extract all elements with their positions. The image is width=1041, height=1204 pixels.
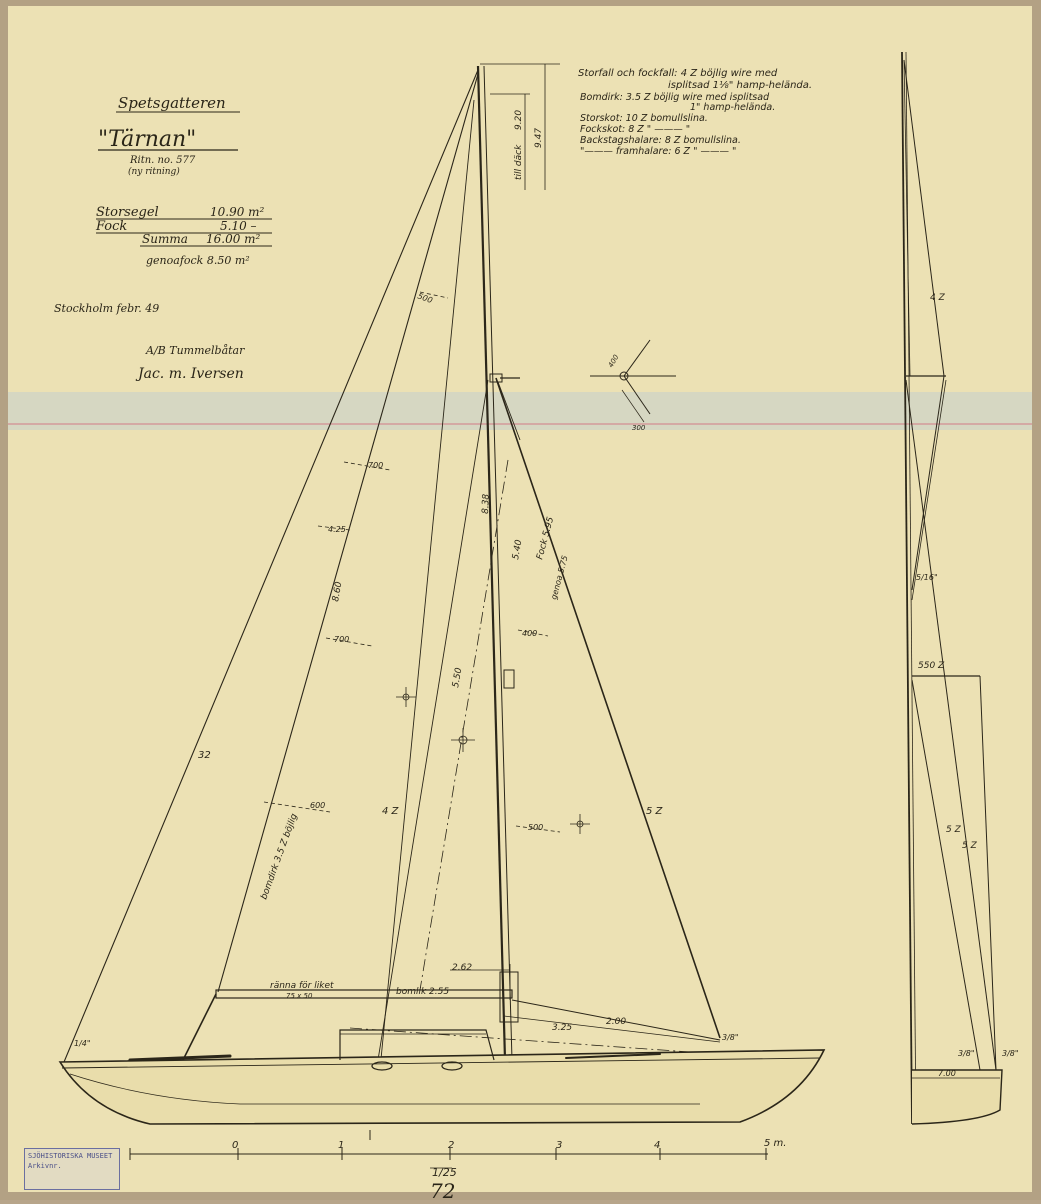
dim-700-a: 700 [368, 461, 384, 470]
front-dim-516: 5/16" [916, 573, 938, 582]
front-dim-52a: 5 Z [946, 825, 961, 835]
dim-mast-total: 9.47 [534, 127, 544, 148]
rigging-note-5: Fockskot: 8 Z " ——— " [580, 124, 691, 135]
front-dim-42: 4 Z [930, 293, 945, 303]
signature-name: Jac. m. Iversen [138, 366, 244, 382]
dim-838: 8.38 [481, 493, 492, 515]
signature-company: A/B Tummelbåtar [146, 344, 245, 357]
dim-425: 4.25 [328, 525, 346, 534]
sail-area-value-0: 10.90 m² [210, 205, 265, 219]
front-dim-52b: 5 Z [962, 841, 977, 851]
dim-262: 2.62 [452, 963, 473, 973]
dim-fock: Fock 5.95 [535, 515, 557, 561]
dim-32: 32 [198, 750, 211, 761]
label-ranna-size: 75 x 50 [286, 992, 313, 1000]
stamp-line-1: SJÖHISTORISKA MUSEET [28, 1152, 113, 1160]
front-dim-38b: 3/8" [1002, 1049, 1019, 1058]
label-ranna: ränna för liket [270, 981, 334, 991]
rigging-note-3: 1" hamp-helända. [690, 102, 776, 113]
rigging-note-2: Bomdirk: 3.5 Z böjlig wire med isplitsad [580, 92, 770, 103]
boat-name: "Tärnan" [98, 127, 197, 152]
dim-mast-top: 9.20 [514, 109, 524, 130]
genoa-area: genoafock 8.50 m² [146, 254, 250, 267]
label-bomlik: bomlik 2.55 [396, 987, 450, 997]
dim-860: 8.60 [331, 581, 345, 603]
dim-200: 2.00 [606, 1017, 627, 1027]
scale-tick-2: 2 [448, 1140, 455, 1151]
stamp-line-2: Arkivnr. [28, 1162, 62, 1170]
dim-325: 3.25 [552, 1023, 573, 1033]
front-dim-700: 7.00 [938, 1069, 956, 1078]
rigging-note-0: Storfall och fockfall: 4 Z böjlig wire med [578, 68, 778, 79]
paper-sheet [8, 6, 1032, 1192]
scale-ratio: 1/25 [432, 1166, 457, 1179]
boat-class: Spetsgatteren [118, 94, 226, 112]
dim-52: 5 Z [646, 806, 663, 817]
dim-700-b: 700 [334, 635, 350, 644]
spreader-dim-400: 400 [606, 353, 621, 369]
spreader-dim-300: 300 [632, 424, 646, 432]
dim-38: 3/8" [722, 1033, 739, 1042]
dim-bomdirk: bomdirk 3.5 Z böjlig [259, 812, 300, 902]
sail-area-label-1: Fock [96, 219, 128, 234]
rigging-note-6: Backstagshalare: 8 Z bomullslina. [580, 135, 741, 146]
rigging-note-4: Storskot: 10 Z bomullslina. [580, 113, 708, 124]
scale-tick-3: 3 [556, 1140, 563, 1151]
drawing-number: Ritn. no. 577 [130, 155, 196, 166]
dim-genoa: genoa 5.75 [549, 554, 570, 601]
dim-to-deck: till däck [514, 144, 524, 180]
dim-550: 5.50 [451, 667, 465, 689]
sail-area-value-2: 16.00 m² [206, 232, 261, 246]
dim-600: 600 [310, 801, 326, 810]
sail-area-label-0: Storsegel [96, 205, 159, 220]
dim-500-mid: 500 [528, 823, 544, 832]
scale-tick-4: 4 [654, 1140, 661, 1151]
front-dim-550: 550 Z [918, 661, 945, 671]
rigging-note-7: "——— framhalare: 6 Z " ——— " [580, 146, 737, 157]
dim-400: 400 [522, 629, 538, 638]
dim-42: 4 Z [382, 806, 399, 817]
scale-tick-1: 1 [338, 1140, 345, 1151]
bottom-note: 72 [430, 1179, 456, 1200]
dim-14: 1/4" [74, 1039, 91, 1048]
rigging-note-1: isplitsad 1⅛" hamp-helända. [668, 80, 813, 91]
archive-stamp [24, 1148, 120, 1190]
front-dim-38a: 3/8" [958, 1049, 975, 1058]
place-date: Stockholm febr. 49 [54, 302, 160, 315]
drawing-note: (ny ritning) [128, 167, 180, 177]
sail-area-value-1: 5.10 – [220, 219, 257, 233]
dim-540: 5.40 [511, 539, 525, 561]
scale-tick-0: 0 [232, 1140, 239, 1151]
sail-area-label-2: Summa [142, 232, 188, 246]
dim-500-top: 500 [416, 291, 434, 306]
scale-tick-5: 5 m. [764, 1138, 787, 1149]
